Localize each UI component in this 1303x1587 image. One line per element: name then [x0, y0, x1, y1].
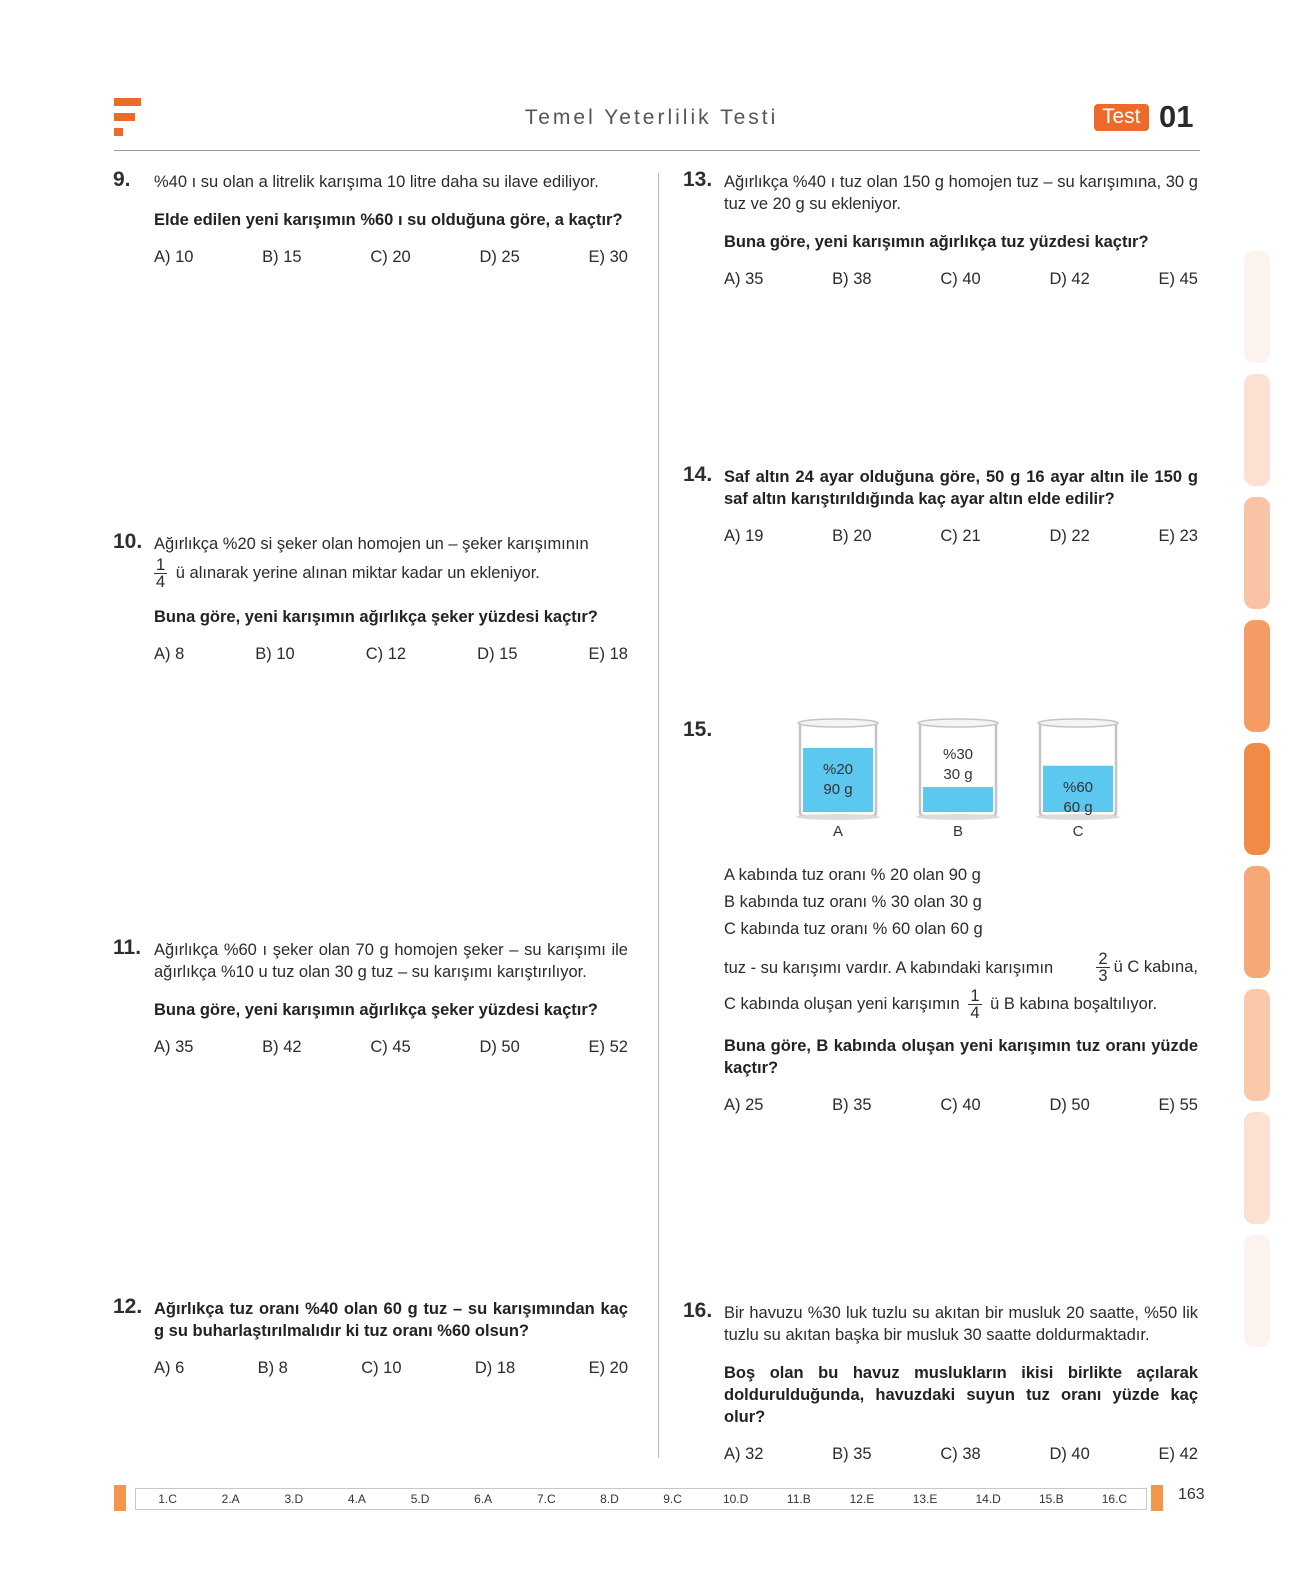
question-stem: %40 ı su olan a litrelik karışıma 10 litre daha su ilave ediliyor. [154, 173, 599, 191]
fraction: $\frac{1}{4}$ [156, 556, 166, 591]
question-prompt: Elde edilen yeni karışımın %60 ı su olduğuna göre, a kaçtır? [154, 211, 623, 229]
answer-key-item: 14.D [975, 1492, 1001, 1506]
option-c[interactable]: C) 40 [940, 1096, 981, 1114]
option-e[interactable]: E) 30 [588, 248, 628, 266]
option-e[interactable]: E) 42 [1158, 1445, 1198, 1463]
question-stem: Bir havuzu %30 luk tuzlu su akıtan bir musluk 20 saatte, %50 lik tuzlu su akıtan başka bir musluk 30 saatte doldurmaktadır. [724, 1304, 1198, 1344]
option-e[interactable]: E) 55 [1158, 1096, 1198, 1114]
question-number: 9. [113, 168, 131, 191]
question-11 [154, 939, 628, 1058]
question-number: 16. [683, 1299, 713, 1322]
option-b[interactable]: B) 35 [832, 1445, 872, 1463]
option-d[interactable]: D) 50 [479, 1038, 520, 1056]
side-tab[interactable] [1244, 497, 1270, 609]
question-14 [724, 466, 1198, 547]
beaker-mass: 90 g [823, 780, 853, 798]
side-tab[interactable] [1244, 866, 1270, 978]
test-number: 01 [1159, 99, 1194, 134]
option-a[interactable]: A) 6 [154, 1359, 185, 1377]
answer-options [724, 1443, 1198, 1465]
option-c[interactable]: C) 45 [370, 1038, 411, 1056]
beaker-percentage: %20 [822, 760, 854, 778]
beaker-rim [798, 719, 878, 727]
option-a[interactable]: A) 10 [154, 248, 194, 266]
answer-key-item: 11.B [786, 1492, 811, 1506]
beaker-base-shadow [916, 814, 1000, 820]
question-prompt: Boş olan bu havuz muslukların ikisi birlikte açılarak doldurulduğunda, havuzdaki suyun tuz oranı yüzde kaç olur? [724, 1364, 1198, 1426]
option-b[interactable]: B) 20 [832, 527, 872, 545]
side-tab[interactable] [1244, 374, 1270, 486]
option-b[interactable]: B) 10 [255, 645, 295, 663]
answer-options [154, 643, 628, 665]
side-tab-active[interactable] [1244, 743, 1270, 855]
answer-key-item: 2.A [221, 1492, 240, 1506]
question-number: 14. [683, 463, 713, 486]
option-e[interactable]: E) 18 [588, 645, 628, 663]
option-b[interactable]: B) 8 [257, 1359, 288, 1377]
beaker-name: A [832, 823, 843, 840]
beaker-b-line: B kabında tuz oranı % 30 olan 30 g [724, 893, 982, 911]
answer-key-item: 16.C [1101, 1492, 1128, 1506]
answer-options [154, 246, 628, 268]
option-d[interactable]: D) 25 [479, 248, 520, 266]
answer-key-item: 5.D [410, 1492, 430, 1506]
answer-key-item: 10.D [723, 1492, 749, 1506]
answer-options [724, 1094, 1198, 1116]
fraction: $\frac{1}{4}$ [970, 987, 980, 1022]
option-b[interactable]: B) 38 [832, 270, 872, 288]
answer-key-item: 8.D [600, 1492, 619, 1506]
option-c[interactable]: C) 21 [940, 527, 981, 545]
option-c[interactable]: C) 10 [361, 1359, 402, 1377]
option-e[interactable]: E) 45 [1158, 270, 1198, 288]
option-a[interactable]: A) 35 [154, 1038, 194, 1056]
page-header-title: Temel Yeterlilik Testi [524, 106, 779, 129]
question-number: 15. [683, 718, 713, 741]
question-prompt: Buna göre, B kabında oluşan yeni karışımın tuz oranı yüzde kaçtır? [724, 1037, 1198, 1077]
question-number: 10. [113, 530, 143, 553]
option-d[interactable]: D) 42 [1049, 270, 1090, 288]
answer-key-item: 9.C [663, 1492, 682, 1506]
option-b[interactable]: B) 35 [832, 1096, 872, 1114]
answer-key-item: 6.A [474, 1492, 493, 1506]
footer-accent-left [114, 1485, 126, 1511]
side-tab[interactable] [1244, 251, 1270, 363]
question-number: 12. [113, 1295, 143, 1318]
beaker-contents-label [913, 745, 1003, 785]
question-12 [154, 1298, 628, 1379]
question-15 [724, 862, 1198, 1116]
beaker-contents-label [1033, 778, 1123, 818]
page-number: 163 [1178, 1486, 1205, 1503]
option-d[interactable]: D) 15 [477, 645, 518, 663]
question-prompt: Buna göre, yeni karışımın ağırlıkça şeker yüzdesi kaçtır? [154, 608, 598, 626]
beaker-a-line: A kabında tuz oranı % 20 olan 90 g [724, 866, 981, 884]
question-prompt: Buna göre, yeni karışımın ağırlıkça şeker yüzdesi kaçtır? [154, 1001, 598, 1019]
option-c[interactable]: C) 38 [940, 1445, 981, 1463]
question-stem-continued: ü C kabına, [1113, 957, 1198, 976]
answer-key-item: 3.D [284, 1492, 304, 1506]
answer-key-item: 15.B [1038, 1492, 1064, 1506]
question-stem: Ağırlıkça %20 si şeker olan homojen un – şeker karışımının [154, 535, 589, 553]
beaker-mass: 60 g [1063, 798, 1093, 816]
question-prompt: Saf altın 24 ayar olduğuna göre, 50 g 16 ayar altın ile 150 g saf altın karıştırıldığında kaç ayar altın elde edilir? [724, 468, 1198, 508]
beaker-rim [1038, 719, 1118, 727]
question-stem-continued: ü alınarak yerine alınan miktar kadar un ekleniyor. [175, 563, 540, 582]
question-number: 11. [113, 936, 142, 959]
answer-key [135, 1488, 1147, 1510]
answer-key-item: 13.E [912, 1492, 938, 1506]
question-stem: Ağırlıkça %60 ı şeker olan 70 g homojen şeker – su karışımı ile ağırlıkça %10 u tuz olan 30 g tuz – su karışımı karıştırılıyor. [154, 941, 628, 981]
question-9 [154, 171, 628, 268]
option-d[interactable]: D) 22 [1049, 527, 1090, 545]
option-a[interactable]: A) 19 [724, 527, 764, 545]
beaker-c-line: C kabında tuz oranı % 60 olan 60 g [724, 920, 983, 938]
answer-key-item: 12.E [849, 1492, 875, 1506]
question-stem: Ağırlıkça %40 ı tuz olan 150 g homojen tuz – su karışımına, 30 g tuz ve 20 g su ekleniyor. [724, 173, 1198, 213]
option-d[interactable]: D) 50 [1049, 1096, 1090, 1114]
footer-accent-right [1151, 1485, 1163, 1511]
option-b[interactable]: B) 15 [262, 248, 302, 266]
question-stem-continued: C kabında oluşan yeni karışımın [724, 994, 960, 1013]
answer-key-item: 1.C [158, 1492, 177, 1506]
option-d[interactable]: D) 18 [474, 1359, 516, 1377]
beaker-rim [918, 719, 998, 727]
test-badge: Test [1094, 104, 1149, 131]
option-a[interactable]: A) 32 [724, 1445, 764, 1463]
question-prompt: Ağırlıkça tuz oranı %40 olan 60 g tuz – su karışımından kaç g su buharlaştırılmalıdır ki tuz oranı %60 olsun? [154, 1300, 628, 1340]
option-a[interactable]: A) 35 [724, 270, 764, 288]
option-e[interactable]: E) 20 [588, 1359, 628, 1377]
side-tab[interactable] [1244, 620, 1270, 732]
beaker-base-shadow [796, 814, 880, 820]
option-e[interactable]: E) 52 [588, 1038, 628, 1056]
option-a[interactable]: A) 8 [154, 645, 185, 663]
side-tab[interactable] [1244, 1235, 1270, 1347]
beaker-liquid [923, 787, 993, 812]
question-stem-continued: ü B kabına boşaltılıyor. [990, 994, 1158, 1013]
beaker-percentage: %60 [1062, 778, 1094, 796]
question-10 [154, 533, 628, 665]
question-16 [724, 1302, 1198, 1465]
option-d[interactable]: D) 40 [1049, 1445, 1090, 1463]
option-a[interactable]: A) 25 [724, 1096, 764, 1114]
side-tab[interactable] [1244, 989, 1270, 1101]
option-c[interactable]: C) 20 [370, 248, 411, 266]
beaker-mass: 30 g [943, 766, 973, 783]
answer-options [154, 1036, 628, 1058]
question-13 [724, 171, 1198, 290]
fraction: $\frac{2}{3}$ [1098, 950, 1108, 985]
question-stem: tuz - su karışımı vardır. A kabındaki karışımın [724, 958, 1054, 977]
beaker-contents-label [793, 760, 883, 800]
option-c[interactable]: C) 12 [365, 645, 407, 663]
answer-key-item: 4.A [347, 1492, 366, 1506]
beaker-name: B [952, 823, 963, 840]
answer-options [724, 268, 1198, 290]
answer-options [154, 1357, 628, 1379]
beaker-percentage: %30 [942, 746, 974, 763]
column-divider [658, 173, 659, 1458]
beaker-name: C [1072, 823, 1084, 840]
side-tab[interactable] [1244, 1112, 1270, 1224]
question-prompt: Buna göre, yeni karışımın ağırlıkça tuz yüzdesi kaçtır? [724, 233, 1149, 251]
option-e[interactable]: E) 23 [1158, 527, 1198, 545]
answer-options [724, 525, 1198, 547]
option-c[interactable]: C) 40 [940, 270, 981, 288]
answer-key-item: 7.C [536, 1492, 556, 1506]
option-b[interactable]: B) 42 [262, 1038, 302, 1056]
header-divider [114, 150, 1200, 151]
question-number: 13. [683, 168, 713, 191]
